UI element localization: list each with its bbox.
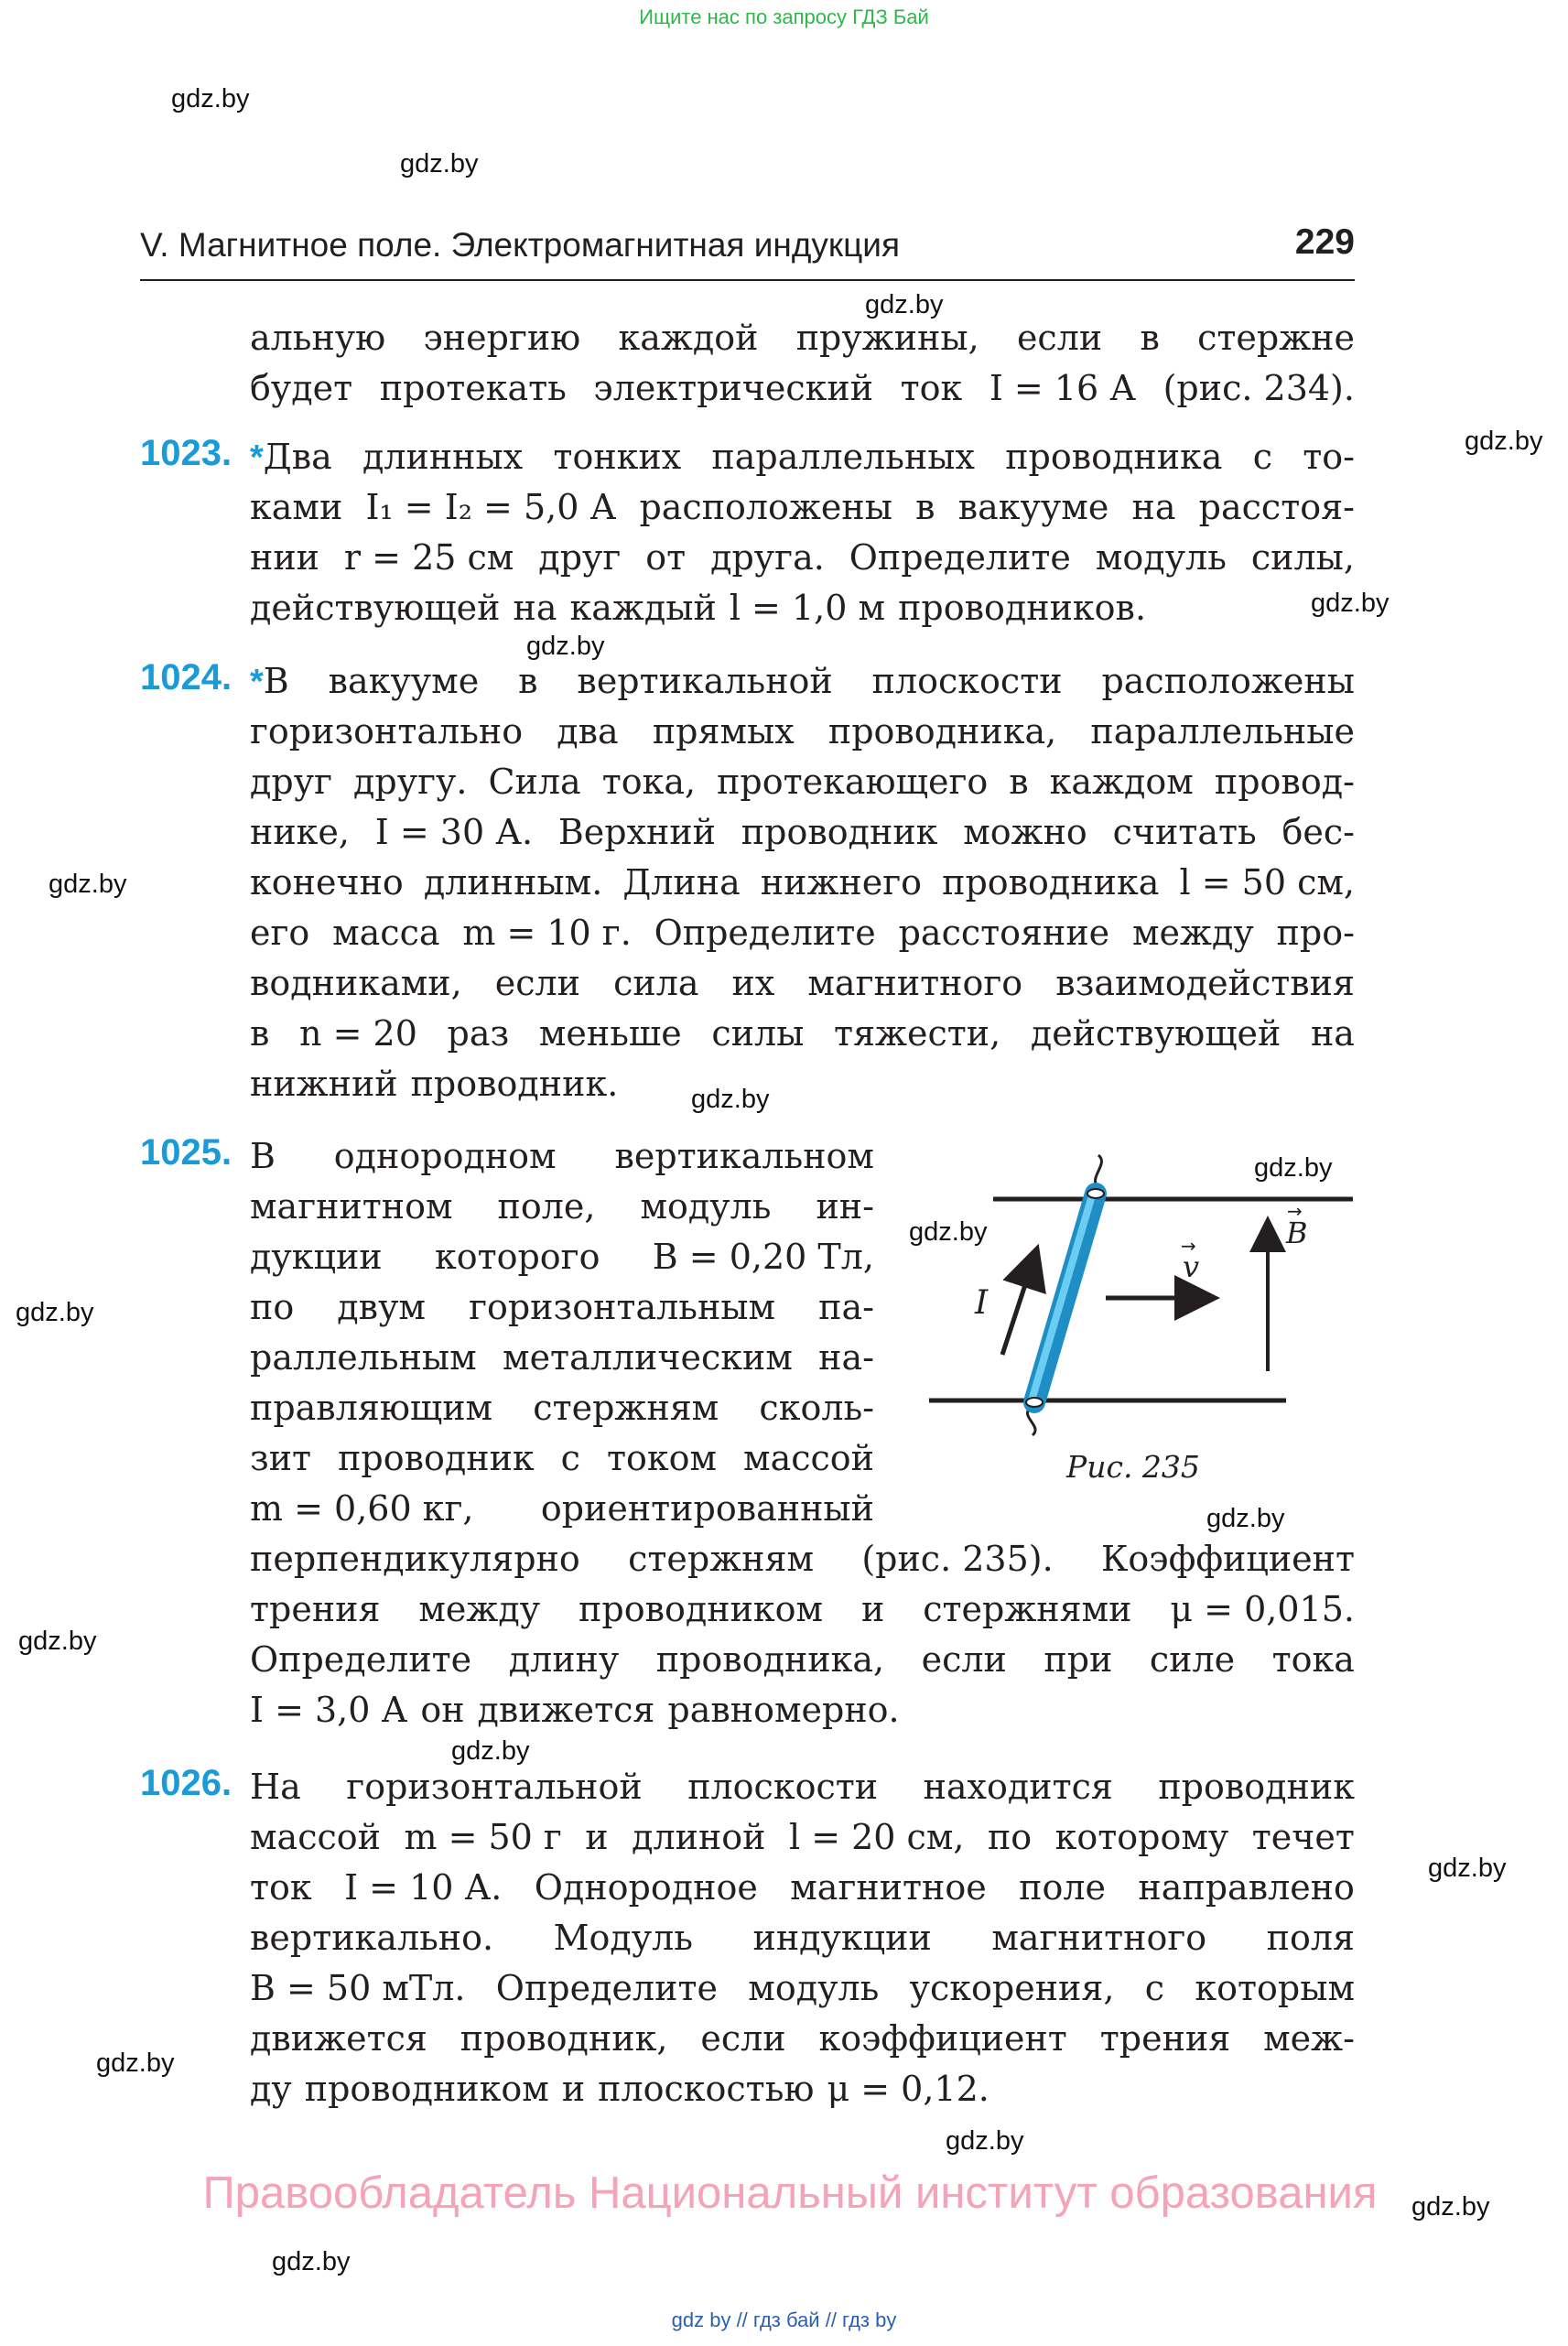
text-line: B = 50 мТл. Определите модуль ускорения, с которым: [250, 1968, 1355, 2008]
continuation-text: [250, 313, 1355, 414]
watermark: gdz.by: [1411, 2192, 1490, 2222]
text-line: ток I = 10 А. Однородное магнитное поле направлено: [250, 1867, 1355, 1908]
watermark: gdz.by: [1311, 589, 1390, 618]
text-line: правляющим стержням сколь-: [250, 1388, 874, 1428]
text-line: нижний проводник.: [250, 1064, 619, 1104]
watermark: gdz.by: [1428, 1854, 1507, 1883]
problem-1026: [250, 1762, 1355, 2114]
watermark: gdz.by: [96, 2049, 175, 2078]
text-line: горизонтально два прямых проводника, параллельные: [250, 711, 1355, 751]
top-search-note: Ищите нас по запросу ГДЗ Бай: [639, 5, 929, 28]
rod-end-bottom: [1026, 1398, 1043, 1407]
text-line: конечно длинным. Длина нижнего проводника l = 50 см,: [250, 862, 1355, 903]
text-line: *В вакууме в вертикальной плоскости расположены: [250, 661, 1355, 701]
problem-1025-narrow: [250, 1131, 874, 1534]
watermark: gdz.by: [18, 1627, 97, 1656]
watermark: gdz.by: [16, 1298, 94, 1327]
problem-number-1025: 1025.: [140, 1132, 232, 1173]
watermark: gdz.by: [171, 84, 250, 114]
text-line: Определите длину проводника, если при силе тока: [250, 1639, 1355, 1680]
problem-number-1026: 1026.: [140, 1763, 232, 1803]
watermark: gdz.by: [1254, 1153, 1333, 1183]
text-line: будет протекать электрический ток I = 16 А (рис. 234).: [250, 368, 1355, 408]
watermark: gdz.by: [909, 1217, 988, 1247]
text-line: *Два длинных тонких параллельных проводника с то-: [250, 437, 1355, 477]
text-line: нии r = 25 см друг от друга. Определите модуль силы,: [250, 537, 1355, 578]
text-line: нике, I = 30 А. Верхний проводник можно считать бес-: [250, 812, 1355, 852]
rod-end-top: [1087, 1189, 1104, 1198]
current-arrow: [1002, 1257, 1034, 1355]
text-line: На горизонтальной плоскости находится проводник: [250, 1767, 1355, 1807]
text-line: магнитном поле, модуль ин-: [250, 1186, 874, 1227]
figure-235: [915, 1135, 1373, 1446]
field-vector-mark: →: [1287, 1200, 1303, 1222]
page-number: 229: [1294, 222, 1355, 262]
text-line: по двум горизонтальным па-: [250, 1287, 874, 1327]
watermark: gdz.by: [526, 632, 605, 661]
problem-number-1023: 1023.: [140, 433, 232, 473]
problem-1024: [250, 656, 1355, 1109]
problem-1023: [250, 432, 1355, 633]
watermark: gdz.by: [1465, 427, 1543, 456]
header-rule: [140, 279, 1355, 281]
watermark: gdz.by: [400, 149, 479, 178]
watermark: gdz.by: [946, 2126, 1024, 2156]
text-line: В однородном вертикальном: [250, 1136, 874, 1176]
text-line: в n = 20 раз меньше силы тяжести, действующей на: [250, 1013, 1355, 1054]
text-line: трения между проводником и стержнями μ = 0,015.: [250, 1589, 1355, 1629]
text-line: дукции которого B = 0,20 Тл,: [250, 1237, 874, 1277]
watermark: gdz.by: [1206, 1504, 1285, 1533]
text-line: ками I₁ = I₂ = 5,0 А расположены в вакууме на расстоя-: [250, 487, 1355, 527]
text-line: перпендикулярно стержням (рис. 235). Коэффициент: [250, 1539, 1355, 1579]
text-line: массой m = 50 г и длиной l = 20 см, по которому течет: [250, 1817, 1355, 1857]
text-line: раллельным металлическим на-: [250, 1337, 874, 1378]
current-label: I: [975, 1284, 989, 1322]
text-line: друг другу. Сила тока, протекающего в каждом провод-: [250, 762, 1355, 802]
text-line: действующей на каждый l = 1,0 м проводников.: [250, 588, 1147, 628]
running-head: V. Магнитное поле. Электромагнитная индукция: [140, 226, 900, 264]
bottom-links[interactable]: gdz by // гдз бай // гдз by: [671, 2308, 897, 2331]
watermark: gdz.by: [451, 1736, 530, 1766]
watermark: gdz.by: [865, 290, 944, 319]
text-line: его масса m = 10 г. Определите расстояние между про-: [250, 913, 1355, 953]
watermark: gdz.by: [272, 2247, 351, 2276]
text-line: I = 3,0 А он движется равномерно.: [250, 1690, 900, 1730]
copyright-note: Правообладатель Национальный институт образования: [202, 2168, 1378, 2218]
text-line: зит проводник с током массой: [250, 1438, 874, 1478]
figure-caption: Рис. 235: [1066, 1449, 1200, 1485]
text-line: альную энергию каждой пружины, если в стержне: [250, 318, 1355, 358]
text-line: водниками, если сила их магнитного взаимодействия: [250, 963, 1355, 1003]
velocity-vector-mark: →: [1181, 1235, 1196, 1257]
conductor-highlight: [1032, 1195, 1092, 1400]
field-label: B: [1286, 1216, 1308, 1250]
star-marker: *: [250, 438, 264, 477]
watermark: gdz.by: [49, 870, 127, 899]
watermark: gdz.by: [691, 1085, 770, 1114]
problem-1025-wide: [250, 1534, 1355, 1735]
text-line: m = 0,60 кг, ориентированный: [250, 1488, 874, 1529]
text-line: движется проводник, если коэффициент трения меж-: [250, 2018, 1355, 2059]
text-line: ду проводником и плоскостью μ = 0,12.: [250, 2069, 989, 2109]
problem-number-1024: 1024.: [140, 657, 232, 697]
star-marker: *: [250, 663, 264, 701]
velocity-label: v: [1183, 1249, 1200, 1284]
text-line: вертикально. Модуль индукции магнитного поля: [250, 1918, 1355, 1958]
